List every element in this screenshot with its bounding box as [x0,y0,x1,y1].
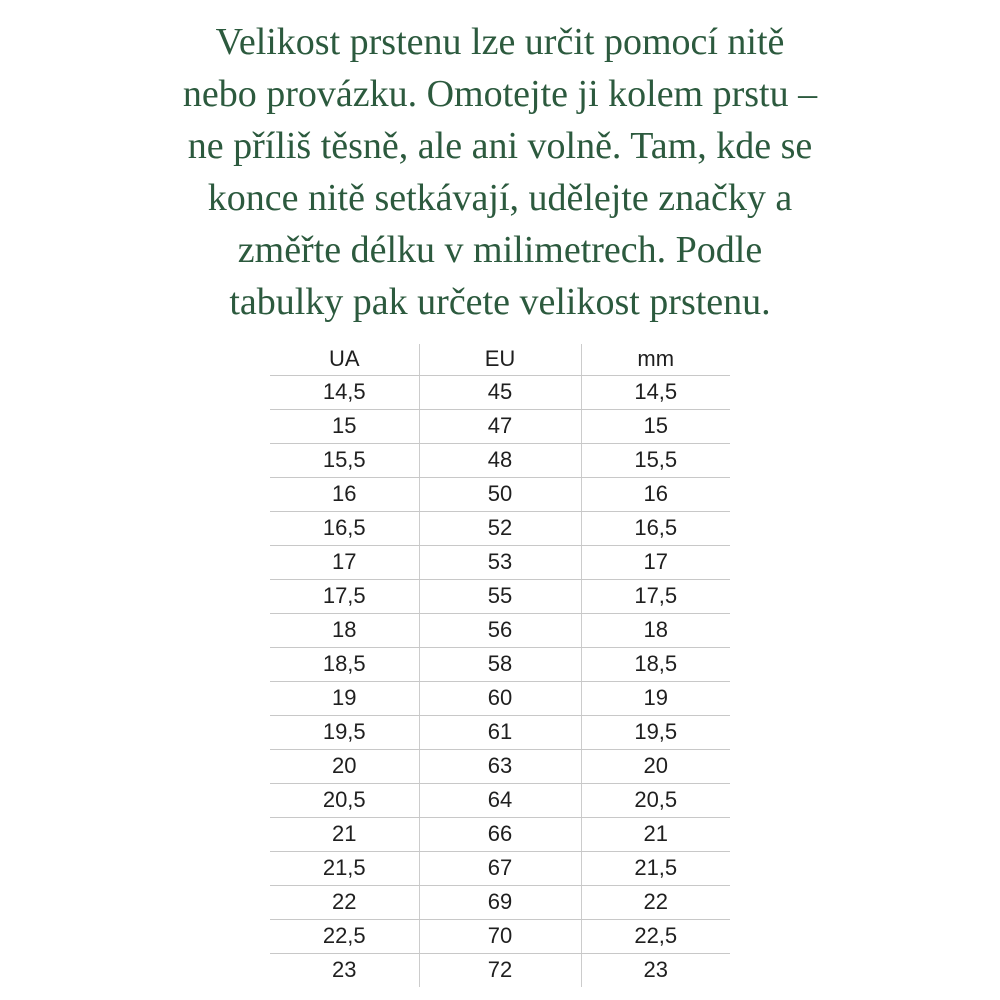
ring-size-instructions [0,0,1000,328]
table-row [270,885,730,919]
table-cell: 21 [581,817,730,851]
ring-size-table [270,344,730,987]
header-row [270,344,730,375]
instruction-line: ne příliš těsně, ale ani volně. Tam, kde se [187,125,813,167]
table-cell: 18 [270,613,419,647]
table-cell: 16 [581,477,730,511]
instruction-line: konce nitě setkávají, udělejte značky a [207,177,793,219]
table-row [270,409,730,443]
table-cell: 18,5 [581,647,730,681]
table-cell: 16 [270,477,419,511]
table-row [270,545,730,579]
table-cell: 22,5 [581,919,730,953]
table-row [270,477,730,511]
table-row [270,783,730,817]
table-cell: 47 [419,409,581,443]
table-cell: 20,5 [581,783,730,817]
instruction-line: Velikost prstenu lze určit pomocí nitě [215,21,785,63]
table-cell: 14,5 [270,375,419,409]
table-cell: 19,5 [581,715,730,749]
table-cell: 21 [270,817,419,851]
table-row [270,511,730,545]
table-cell: 56 [419,613,581,647]
table-cell: 15,5 [581,443,730,477]
instruction-line: změřte délku v milimetrech. Podle [237,229,763,271]
table-cell: 16,5 [270,511,419,545]
instruction-line: tabulky pak určete velikost prstenu. [229,281,771,323]
table-cell: 61 [419,715,581,749]
table-row [270,681,730,715]
table-cell: 20 [270,749,419,783]
table-cell: 17 [270,545,419,579]
table-cell: 18 [581,613,730,647]
table-cell: 23 [643,957,668,983]
table-row [270,919,730,953]
table-row [270,579,730,613]
table-cell: 70 [419,919,581,953]
table-cell: 45 [419,375,581,409]
table-row [270,953,730,987]
table-cell: 14,5 [581,375,730,409]
table-cell: 69 [419,885,581,919]
table-row [270,647,730,681]
table-cell: 52 [419,511,581,545]
table-cell: 21,5 [270,851,419,885]
column-header-mm: mm [581,344,730,375]
table-cell: 50 [419,477,581,511]
table-cell: 19 [270,681,419,715]
table-cell: 60 [419,681,581,715]
table-row [270,613,730,647]
table-cell: 17,5 [270,579,419,613]
size-table-header [270,344,730,375]
table-cell: 48 [419,443,581,477]
table-row [270,375,730,409]
size-table-container [0,344,1000,987]
table-cell: 20,5 [270,783,419,817]
table-row [270,443,730,477]
table-row [270,715,730,749]
column-header-eu: EU [419,344,581,375]
table-cell: 17,5 [581,579,730,613]
table-cell: 53 [419,545,581,579]
table-cell: 15,5 [270,443,419,477]
size-table-body [270,375,730,987]
table-cell: 72 [419,953,581,987]
table-cell: 18,5 [270,647,419,681]
table-cell: 55 [419,579,581,613]
table-cell: 22,5 [270,919,419,953]
table-cell: 22 [270,885,419,919]
table-cell: 21,5 [581,851,730,885]
table-cell: 22 [581,885,730,919]
column-header-ua: UA [270,344,419,375]
table-cell: 67 [419,851,581,885]
instruction-line: nebo provázku. Omotejte ji kolem prstu – [182,73,818,115]
table-cell: 20 [581,749,730,783]
table-cell: 15 [581,409,730,443]
table-cell: 63 [419,749,581,783]
table-cell: 17 [581,545,730,579]
table-cell: 64 [419,783,581,817]
table-cell: 58 [419,647,581,681]
table-cell: 66 [419,817,581,851]
table-row [270,817,730,851]
table-cell: 16,5 [581,511,730,545]
table-cell: 23 [332,957,357,983]
table-cell: 15 [270,409,419,443]
table-cell: 19 [581,681,730,715]
table-cell: 19,5 [270,715,419,749]
table-row [270,749,730,783]
table-row [270,851,730,885]
